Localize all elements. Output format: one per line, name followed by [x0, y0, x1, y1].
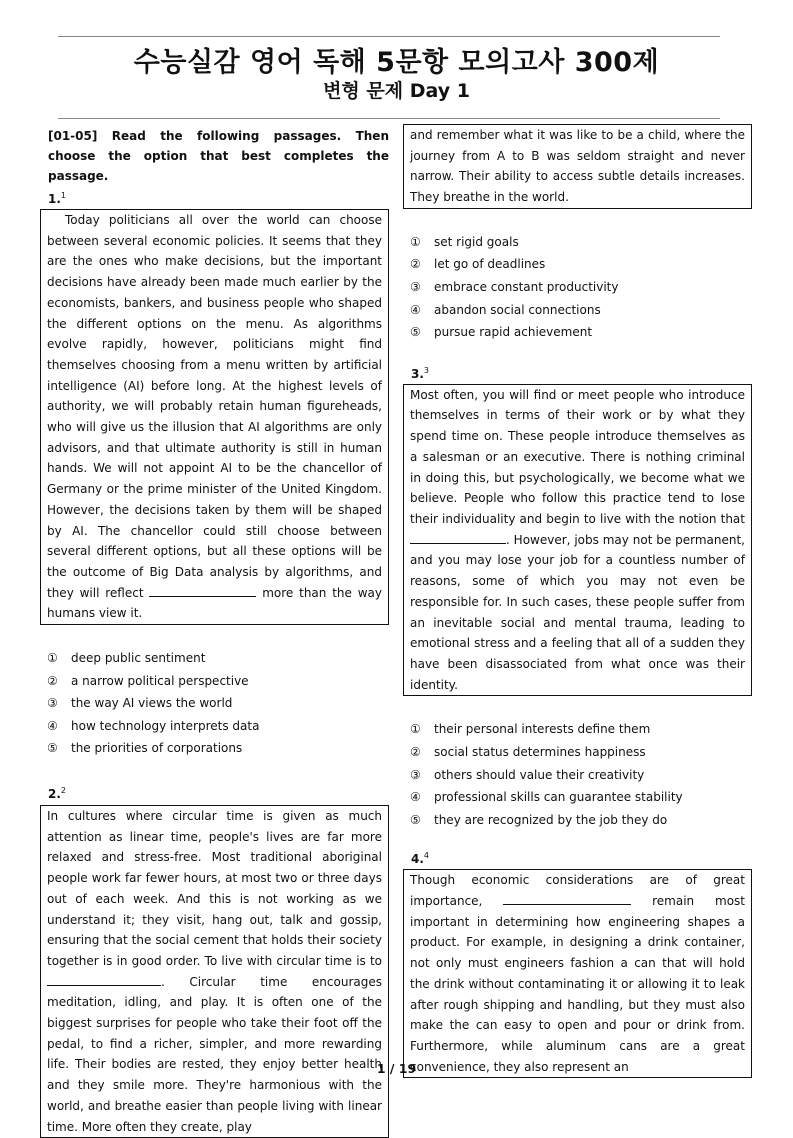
passage-text: remain most important in determining how engineering shapes a product. For example, in designing a drink container, not only must engineers fashion a can that will hold the drink without contaminating it or allowing it to leak after rough shipping and handling, but they must also make the can easy to open and pour or drink from. Furthermore, while aluminum cans are a great convenience, they also represent an [410, 894, 745, 1074]
option-number: ⑤ [47, 741, 58, 756]
option-text: they are recognized by the job they do [434, 812, 668, 827]
option-number: ② [47, 673, 58, 688]
option-text: abandon social connections [434, 302, 601, 317]
question-1-number [48, 187, 389, 208]
question-number: 4. [411, 852, 424, 867]
option-4[interactable] [410, 786, 752, 809]
option-number: ③ [410, 280, 421, 294]
option-text: their personal interests define them [434, 722, 651, 737]
option-5[interactable] [410, 321, 752, 344]
question-2-number [48, 782, 389, 803]
option-number: ① [410, 234, 421, 249]
question-4-passage [403, 869, 752, 1078]
option-3[interactable] [410, 764, 752, 787]
option-4[interactable] [410, 299, 752, 322]
passage-text: Most often, you will find or meet people who introduce themselves in terms of their work or by what they spend time on. These people introduce themselves as a salesman or an executive. There is nothing criminal in doing this, but psychologically, we become what we believe. People who follow this practice tend to lose their individuality and begin to live with the notion that [410, 387, 745, 526]
question-4-number [411, 847, 752, 868]
option-1[interactable] [47, 647, 389, 670]
option-1[interactable] [410, 231, 752, 254]
question-2-options [403, 231, 752, 344]
passage-text: Though economic considerations are of great importance, [410, 873, 745, 908]
passage-text: . Circular time encourages meditation, idling, and play. It is often one of the biggest surprises for people who take their foot off the pedal, to find a richer, simpler, and more rewarding life. Their bodies are rested, they enjoy better health and they smile more. They're harmonious with the world, and breathe easier than people living with linear time. More often they create, play [47, 974, 382, 1134]
option-number: ④ [410, 790, 421, 805]
option-number: ① [47, 651, 58, 666]
answer-blank [149, 583, 256, 597]
option-1[interactable] [410, 718, 752, 741]
page-subtitle: 변형 문제 Day 1 [323, 80, 470, 102]
question-1-passage [40, 209, 389, 625]
header-rule [58, 118, 720, 119]
left-column [40, 126, 389, 1138]
question-2-passage [40, 805, 389, 1138]
instruction: [01-05] Read the following passages. Then choose the option that best completes the passage. [48, 129, 389, 183]
question-3-options [403, 718, 752, 831]
option-number: ② [410, 257, 421, 272]
option-text: professional skills can guarantee stability [434, 790, 683, 805]
option-3[interactable] [410, 276, 752, 299]
question-number: 3. [411, 366, 424, 381]
option-2[interactable] [47, 670, 389, 693]
option-text: embrace constant productivity [434, 280, 619, 294]
passage-text: . However, jobs may not be permanent, and you may lose your job for a countless number of reasons, some of which you may not even be responsible for. In such cases, these people suffer from an inevitable social and mental trauma, leading to emotional stress and a feeling that all of a sudden they have been disassociated from what once was their identity. [410, 532, 745, 692]
option-text: pursue rapid achievement [434, 325, 593, 340]
option-5[interactable] [410, 809, 752, 832]
option-number: ⑤ [410, 812, 421, 827]
top-rule [58, 36, 720, 37]
right-column [403, 124, 752, 1078]
passage-text: In cultures where circular time is given as much attention as linear time, people's lives are far more relaxed and stress-free. Most traditional aboriginal people work far fewer hours, at most two or three days out of each week. And this is not working as we understand it; they visit, hang out, talk and gossip, ensuring that the social cement that holds their society together is in good order. To live with circular time is to [47, 809, 382, 968]
answer-blank [47, 972, 161, 986]
question-number: 2. [48, 787, 61, 802]
option-text: others should value their creativity [434, 767, 645, 782]
option-3[interactable] [47, 692, 389, 715]
passage-text: Today politicians all over the world can choose between several economic policies. It seems that they are the ones who make decisions, but the important decisions have already been made much earlier by the economists, bankers, and business people who shaped the different options on the menu. As algorithms evolve rapidly, however, politicians might find themselves choosing from a menu written by artificial intelligence (AI) before long. At the highest levels of authority, we will probably retain human figureheads, who will give us the illusion that AI algorithms are only advisors, and that ultimate authority is still in human hands. We will not appoint AI to be the chancellor of Germany or the prime minister of the United Kingdom. However, the decisions taken by them will be shaped by AI. The chancellor could still choose between several different options, but all these options will be the outcome of Big Data analysis by algorithms, and they will reflect [47, 213, 382, 600]
option-text: how technology interprets data [71, 718, 260, 733]
option-number: ③ [410, 767, 421, 782]
footnote-marker: 3 [423, 365, 430, 375]
question-number: 1. [48, 192, 61, 206]
option-4[interactable] [47, 715, 389, 738]
answer-blank [410, 530, 506, 544]
question-3-number [411, 362, 752, 383]
option-text: social status determines happiness [434, 744, 646, 759]
page-number: 1 / 19 [376, 1061, 417, 1076]
footnote-marker: 1 [60, 191, 67, 200]
option-text: deep public sentiment [71, 651, 206, 666]
option-text: a narrow political perspective [71, 673, 249, 688]
option-text: set rigid goals [434, 234, 519, 249]
passage-text: more than the way humans view it. [47, 585, 382, 621]
footnote-marker: 2 [60, 786, 67, 796]
option-5[interactable] [47, 737, 389, 760]
footnote-marker: 4 [423, 851, 430, 861]
page-title: 수능실감 영어 독해 5문항 모의고사 300제 [133, 47, 660, 78]
option-number: ⑤ [410, 325, 421, 340]
option-2[interactable] [410, 253, 752, 276]
option-2[interactable] [410, 741, 752, 764]
option-number: ④ [47, 718, 58, 733]
answer-blank [503, 891, 631, 905]
option-text: the priorities of corporations [71, 741, 243, 756]
option-number: ④ [410, 302, 421, 317]
question-2-passage-continued: and remember what it was like to be a child, where the journey from A to B was seldom straight and never narrow. Their ability to access subtle details increases. They breathe in the world. [403, 124, 752, 209]
option-text: the way AI views the world [71, 696, 233, 711]
option-number: ① [410, 722, 421, 737]
option-text: let go of deadlines [434, 257, 546, 272]
option-number: ② [410, 744, 421, 759]
option-number: ③ [47, 696, 58, 711]
question-3-passage [403, 384, 752, 697]
question-1-options [40, 647, 389, 760]
